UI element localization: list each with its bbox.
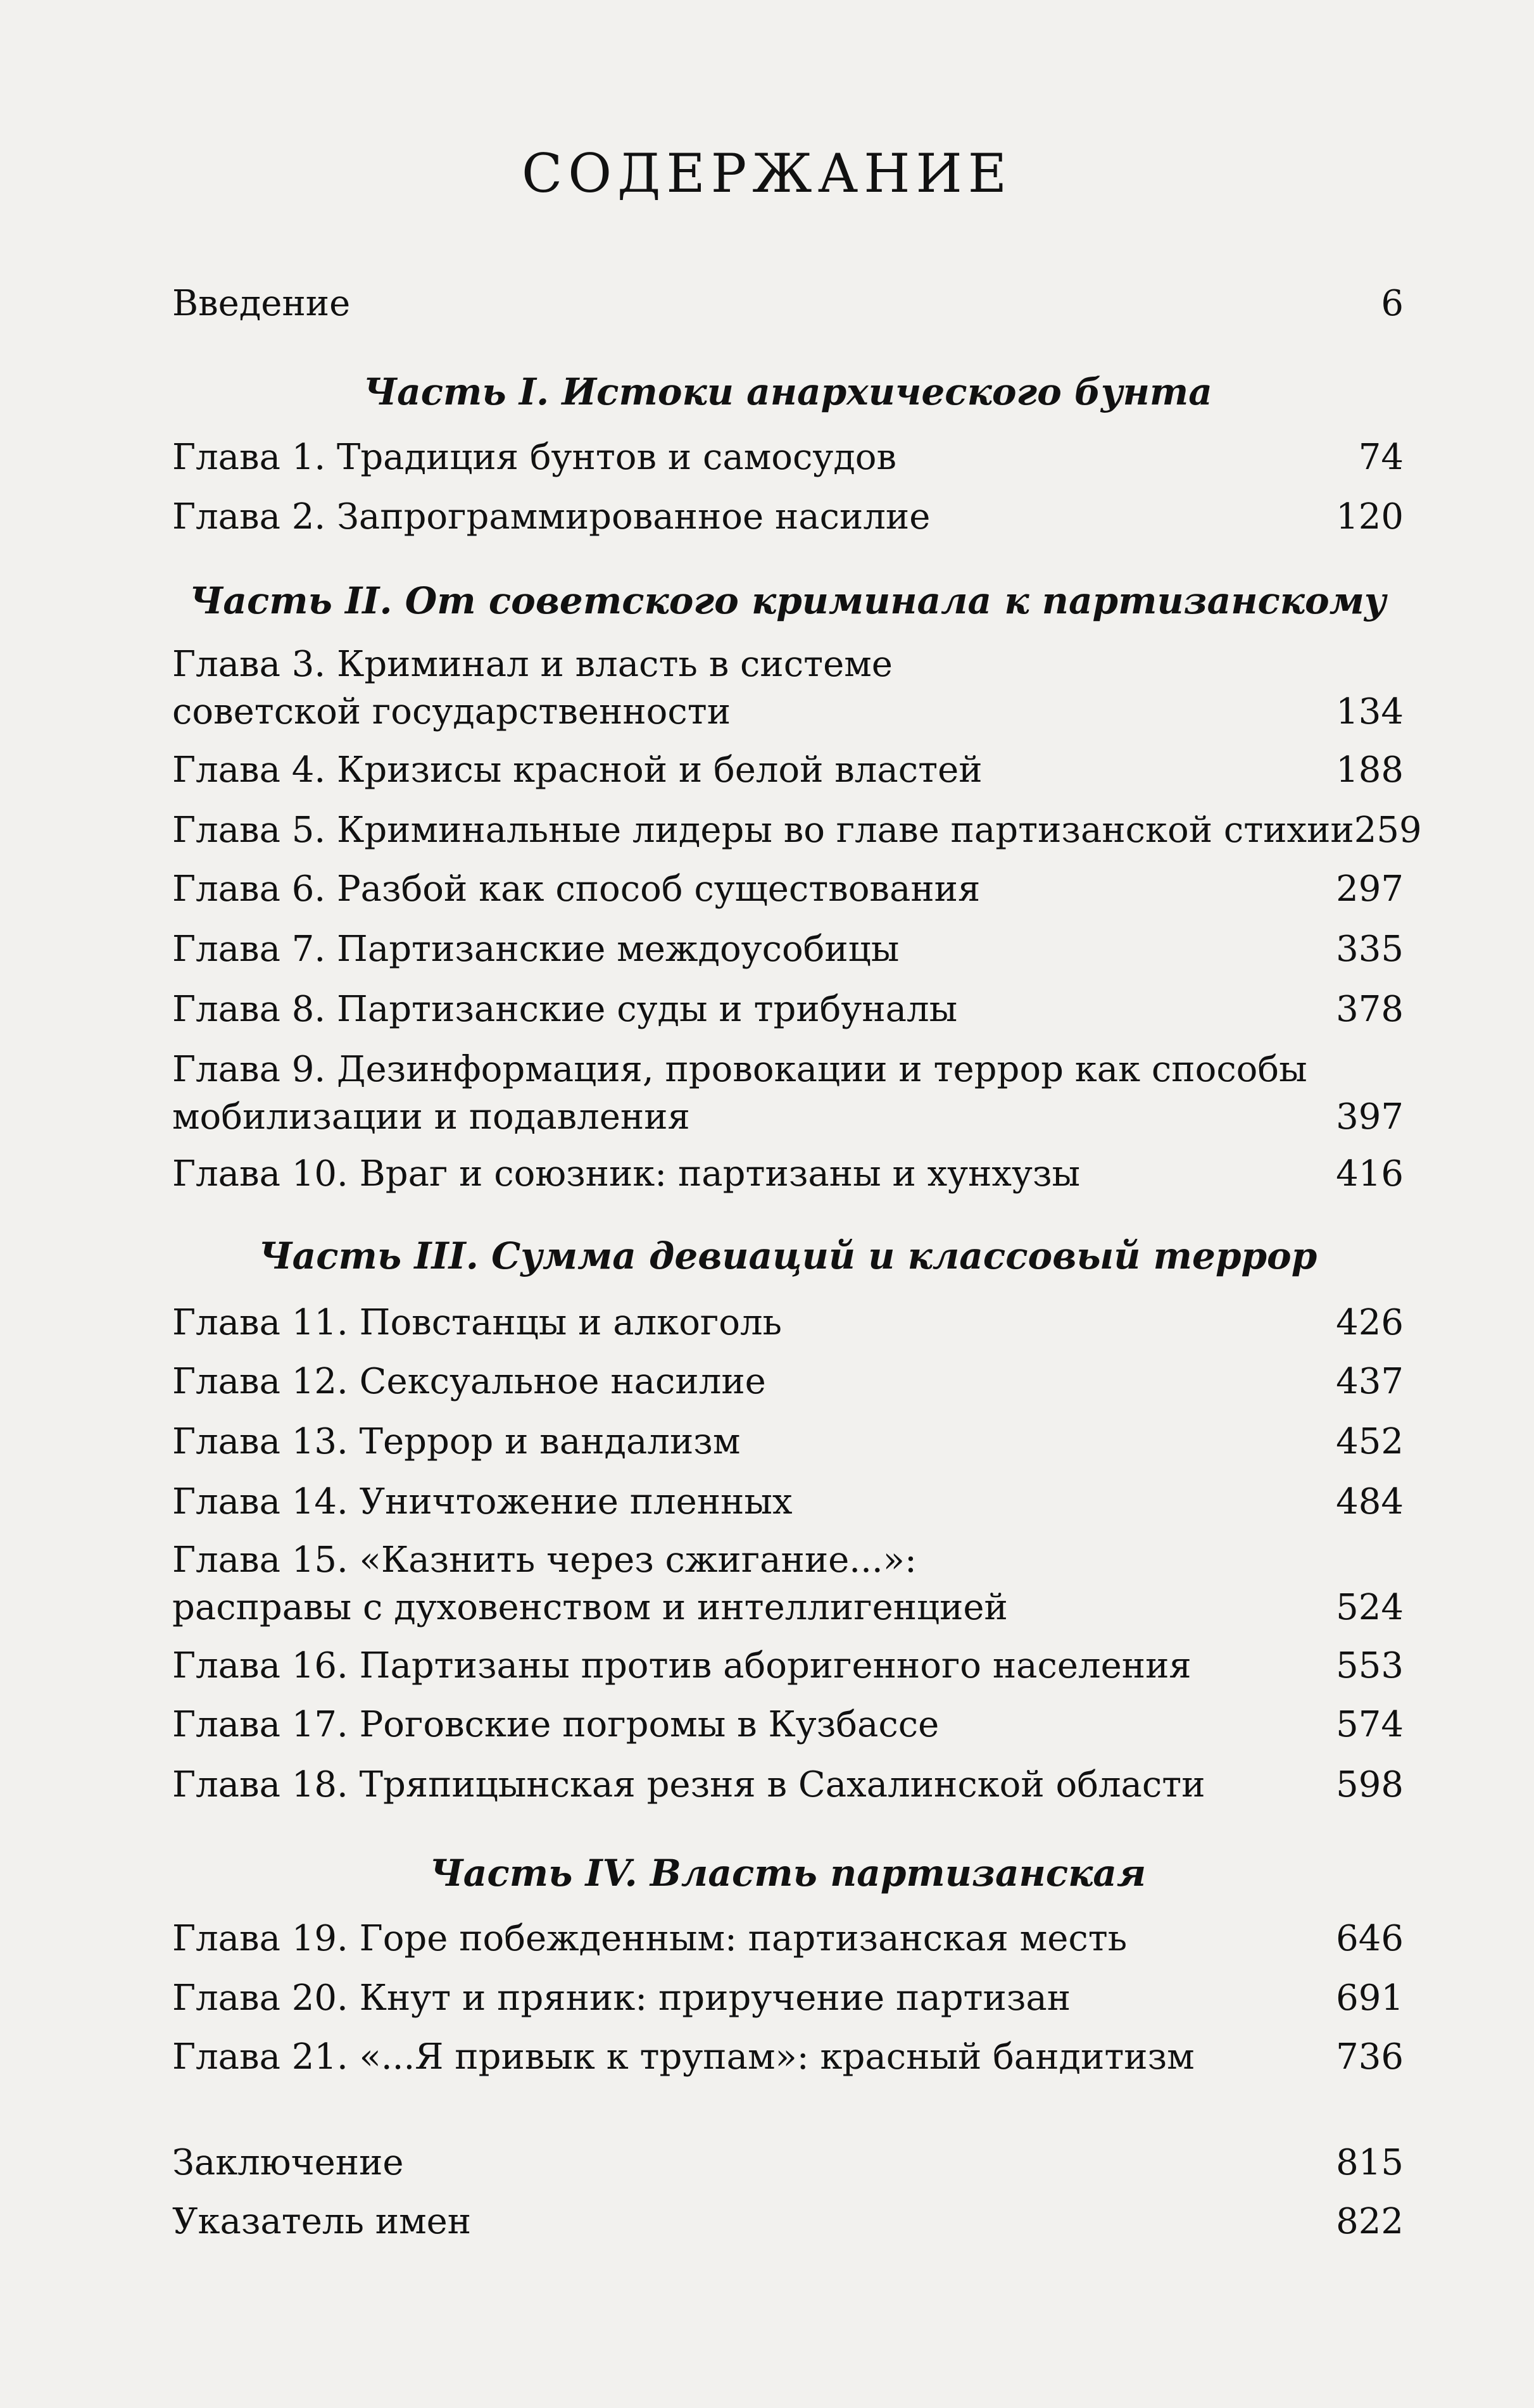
entry-page: 426 xyxy=(1336,1302,1404,1343)
entry-label: Глава 6. Разбой как способ существования xyxy=(172,869,981,910)
entry-page: 297 xyxy=(1336,869,1404,910)
toc-entry-chapter-7[interactable] xyxy=(172,927,1404,972)
entry-label: Глава 4. Кризисы красной и белой властей xyxy=(172,749,983,791)
entry-label: Введение xyxy=(172,283,351,324)
toc-entry-chapter-5[interactable] xyxy=(172,808,1422,853)
entry-label: Глава 9. Дезинформация, провокации и террор как способы xyxy=(172,1049,1307,1090)
entry-label: Глава 15. «Казнить через сжигание...»: xyxy=(172,1539,917,1581)
entry-label: Глава 11. Повстанцы и алкоголь xyxy=(172,1302,783,1343)
toc-entry-chapter-3-cont[interactable] xyxy=(172,690,1404,734)
entry-label: Глава 2. Запрограммированное насилие xyxy=(172,496,931,537)
entry-page: 6 xyxy=(1381,283,1404,324)
entry-label-cont: мобилизации и подавления xyxy=(172,1096,690,1138)
entry-page: 822 xyxy=(1336,2201,1404,2242)
toc-entry-chapter-13[interactable] xyxy=(172,1420,1404,1464)
toc-entry-conclusion[interactable] xyxy=(172,2141,1404,2185)
entry-label: Глава 21. «...Я привык к трупам»: красный бандитизм xyxy=(172,2036,1195,2078)
toc-entry-chapter-6[interactable] xyxy=(172,867,1404,912)
entry-label: Глава 1. Традиция бунтов и самосудов xyxy=(172,437,897,478)
entry-label: Глава 13. Террор и вандализм xyxy=(172,1421,741,1462)
entry-label: Глава 18. Тряпицынская резня в Сахалинской области xyxy=(172,1764,1205,1805)
toc-entry-chapter-3[interactable] xyxy=(172,643,1404,687)
toc-entry-chapter-1[interactable] xyxy=(172,436,1404,480)
entry-page: 452 xyxy=(1336,1421,1404,1462)
entry-page: 74 xyxy=(1358,437,1404,478)
entry-label: Глава 12. Сексуальное насилие xyxy=(172,1361,766,1402)
entry-label-cont: расправы с духовенством и интеллигенцией xyxy=(172,1587,1008,1628)
entry-label: Заключение xyxy=(172,2142,404,2183)
toc-entry-chapter-10[interactable] xyxy=(172,1152,1404,1196)
entry-label: Глава 17. Роговские погромы в Кузбассе xyxy=(172,1704,940,1745)
part-heading-2: Часть II. От советского криминала к партизанскому xyxy=(189,579,1386,622)
entry-page: 646 xyxy=(1336,1918,1404,1959)
entry-page: 437 xyxy=(1336,1361,1404,1402)
toc-entry-chapter-8[interactable] xyxy=(172,988,1404,1032)
entry-page: 120 xyxy=(1336,496,1404,537)
toc-entry-chapter-4[interactable] xyxy=(172,748,1404,793)
toc-entry-chapter-9-cont[interactable] xyxy=(172,1095,1404,1139)
entry-label: Глава 5. Криминальные лидеры во главе партизанской стихии xyxy=(172,810,1354,851)
part-heading-1: Часть I. Истоки анархического бунта xyxy=(363,370,1212,413)
toc-entry-chapter-16[interactable] xyxy=(172,1644,1404,1688)
entry-page: 378 xyxy=(1336,989,1404,1030)
entry-page: 691 xyxy=(1336,1978,1404,2019)
part-heading-4: Часть IV. Власть партизанская xyxy=(429,1852,1147,1895)
entry-page: 188 xyxy=(1336,749,1404,791)
entry-label: Глава 14. Уничтожение пленных xyxy=(172,1481,793,1522)
entry-page: 134 xyxy=(1336,691,1404,732)
entry-page: 815 xyxy=(1336,2142,1404,2183)
toc-entry-chapter-20[interactable] xyxy=(172,1976,1404,2021)
toc-entry-index[interactable] xyxy=(172,2200,1404,2244)
entry-label: Глава 8. Партизанские суды и трибуналы xyxy=(172,989,958,1030)
entry-label: Глава 3. Криминал и власть в системе xyxy=(172,644,893,685)
toc-entry-chapter-19[interactable] xyxy=(172,1917,1404,1961)
entry-label: Глава 7. Партизанские междоусобицы xyxy=(172,929,900,970)
entry-page: 335 xyxy=(1336,929,1404,970)
entry-page: 574 xyxy=(1336,1704,1404,1745)
toc-entry-chapter-2[interactable] xyxy=(172,495,1404,539)
toc-entry-chapter-14[interactable] xyxy=(172,1480,1404,1524)
entry-page: 397 xyxy=(1336,1096,1404,1138)
entry-label: Глава 10. Враг и союзник: партизаны и хунхузы xyxy=(172,1153,1081,1195)
entry-label: Указатель имен xyxy=(172,2201,472,2242)
entry-page: 416 xyxy=(1336,1153,1404,1195)
toc-entry-chapter-15-cont[interactable] xyxy=(172,1586,1404,1630)
entry-label: Глава 20. Кнут и пряник: приручение партизан xyxy=(172,1978,1071,2019)
toc-entry-chapter-12[interactable] xyxy=(172,1360,1404,1404)
toc-entry-chapter-18[interactable] xyxy=(172,1763,1404,1807)
entry-label: Глава 19. Горе побежденным: партизанская месть xyxy=(172,1918,1128,1959)
part-heading-3: Часть III. Сумма девиаций и классовый террор xyxy=(258,1234,1317,1277)
entry-page: 259 xyxy=(1354,810,1422,851)
entry-page: 484 xyxy=(1336,1481,1404,1522)
toc-entry-chapter-11[interactable] xyxy=(172,1301,1404,1345)
entry-page: 524 xyxy=(1336,1587,1404,1628)
toc-entry-chapter-9[interactable] xyxy=(172,1048,1404,1092)
toc-entry-chapter-17[interactable] xyxy=(172,1703,1404,1747)
toc-entry-chapter-15[interactable] xyxy=(172,1538,1404,1583)
entry-label-cont: советской государственности xyxy=(172,691,731,732)
toc-entry-chapter-21[interactable] xyxy=(172,2035,1404,2079)
toc-entry-intro[interactable] xyxy=(172,282,1404,326)
entry-page: 736 xyxy=(1336,2036,1404,2078)
entry-label: Глава 16. Партизаны против аборигенного населения xyxy=(172,1645,1191,1686)
page-title: СОДЕРЖАНИЕ xyxy=(521,142,1013,204)
entry-page: 598 xyxy=(1336,1764,1404,1805)
entry-page: 553 xyxy=(1336,1645,1404,1686)
